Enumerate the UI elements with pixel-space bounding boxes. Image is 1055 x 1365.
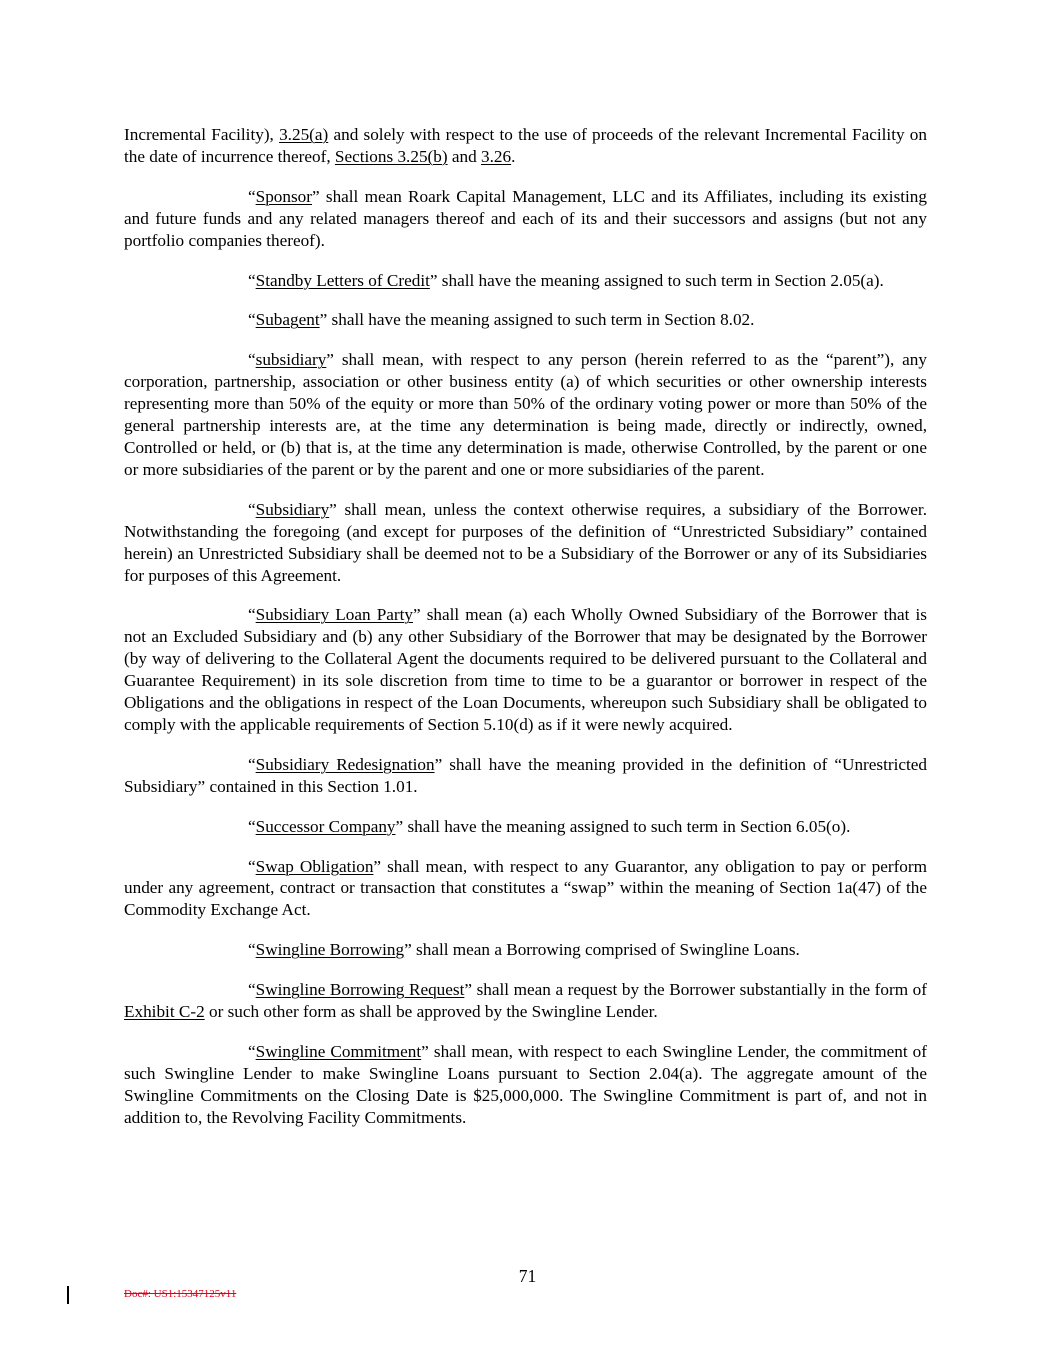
defined-term: Subsidiary <box>255 499 330 519</box>
defined-term: Swap Obligation <box>255 856 374 876</box>
definition-swingline-borrowing: “Swingline Borrowing” shall mean a Borrowing comprised of Swingline Loans. <box>248 940 800 960</box>
page-number: 71 <box>518 1266 537 1286</box>
section-reference: 3.25(a) <box>279 125 329 144</box>
change-bar <box>67 1286 69 1304</box>
definition-subsidiary-lowercase: “subsidiary” shall mean, with respect to any person (herein referred to as the “parent”), any corporation, partnership, association or other business entity (a) of which securities or other ownership interests representing more than 50% of the equity or more than 50% of the ordinary voting power or more than 50% of the general partnership interests are, at the time any determination is being made, directly or indirectly, owned, Controlled or held, or (b) that is, at the time any determination is made, otherwise Controlled, by the parent or one or more subsidiaries of the parent or by the parent and one or more subsidiaries of the parent. <box>124 350 927 479</box>
defined-term: Subsidiary Redesignation <box>255 754 435 774</box>
definition-standby-letters-of-credit: “Standby Letters of Credit” shall have the meaning assigned to such term in Section 2.05(a). <box>248 270 884 290</box>
defined-term: Swingline Borrowing <box>255 940 405 960</box>
definition-swingline-borrowing-request: “Swingline Borrowing Request” shall mean a request by the Borrower substantially in the form of Exhibit C-2 or such other form as shall be approved by the Swingline Lender. <box>124 980 927 1022</box>
exhibit-reference: Exhibit C-2 <box>124 1002 205 1022</box>
defined-term: Subagent <box>255 310 320 330</box>
defined-term: Sponsor <box>255 186 312 206</box>
defined-term: Subsidiary Loan Party <box>255 605 413 625</box>
definition-subsidiary-redesignation: “Subsidiary Redesignation” shall have the meaning provided in the definition of “Unrestricted Subsidiary” contained in this Section 1.01. <box>124 754 928 796</box>
definition-swap-obligation: “Swap Obligation” shall mean, with respect to any Guarantor, any obligation to pay or perform under any agreement, contract or transaction that constitutes a “swap” within the meaning of Section 1a(47) of the Commodity Exchange Act. <box>124 856 927 920</box>
section-reference: 3.26 <box>481 146 512 166</box>
definition-swingline-commitment: “Swingline Commitment” shall mean, with respect to each Swingline Lender, the commitment of such Swingline Lender to make Swingline Loans pursuant to Section 2.04(a). The aggregate amount of the Swingline Commitments on the Closing Date is $25,000,000. The Swingline Commitment is part of, and not in addition to, the Revolving Facility Commitments. <box>124 1042 927 1127</box>
defined-term: Swingline Commitment <box>255 1042 422 1061</box>
defined-term: Swingline Borrowing Request <box>255 980 465 1000</box>
definition-successor-company: “Successor Company” shall have the meaning assigned to such term in Section 6.05(o). <box>248 816 851 836</box>
definition-sponsor: “Sponsor” shall mean Roark Capital Management, LLC and its Affiliates, including its existing and future funds and any related managers thereof and each of its and their successors and assigns (but not any portfolio companies thereof). <box>124 186 927 250</box>
document-id: Doc#: US1:15347125v11 <box>124 1288 237 1300</box>
document-body <box>124 124 927 1147</box>
section-reference: Sections 3.25(b) <box>334 146 448 166</box>
defined-term: subsidiary <box>255 350 327 370</box>
definition-subsidiary-loan-party: “Subsidiary Loan Party” shall mean (a) each Wholly Owned Subsidiary of the Borrower that is not an Excluded Subsidiary and (b) any other Subsidiary of the Borrower that may be designated by the Borrower (by way of delivering to the Collateral Agent the documents required to be delivered pursuant to the Collateral and Guarantee Requirement) in its sole discretion from time to time to be a guarantor or borrower in respect of the Obligations and the obligations in respect of the Loan Documents, whereupon such Subsidiary shall be obligated to comply with the applicable requirements of Section 5.10(d) as if it were newly acquired. <box>124 605 927 734</box>
definition-subsidiary: “Subsidiary” shall mean, unless the context otherwise requires, a subsidiary of the Borrower. Notwithstanding the foregoing (and except for purposes of the definition of “Unrestricted Subsidiary” contained herein) an Unrestricted Subsidiary shall be deemed not to be a Subsidiary of the Borrower or any of its Subsidiaries for purposes of this Agreement. <box>124 499 927 585</box>
paragraph-continuation: Incremental Facility), 3.25(a) and solely with respect to the use of proceeds of the relevant Incremental Facility on the date of incurrence thereof, Sections 3.25(b) and 3.26. <box>124 125 927 166</box>
definition-subagent: “Subagent” shall have the meaning assigned to such term in Section 8.02. <box>248 310 755 330</box>
defined-term: Successor Company <box>255 816 396 836</box>
defined-term: Standby Letters of Credit <box>255 270 430 290</box>
